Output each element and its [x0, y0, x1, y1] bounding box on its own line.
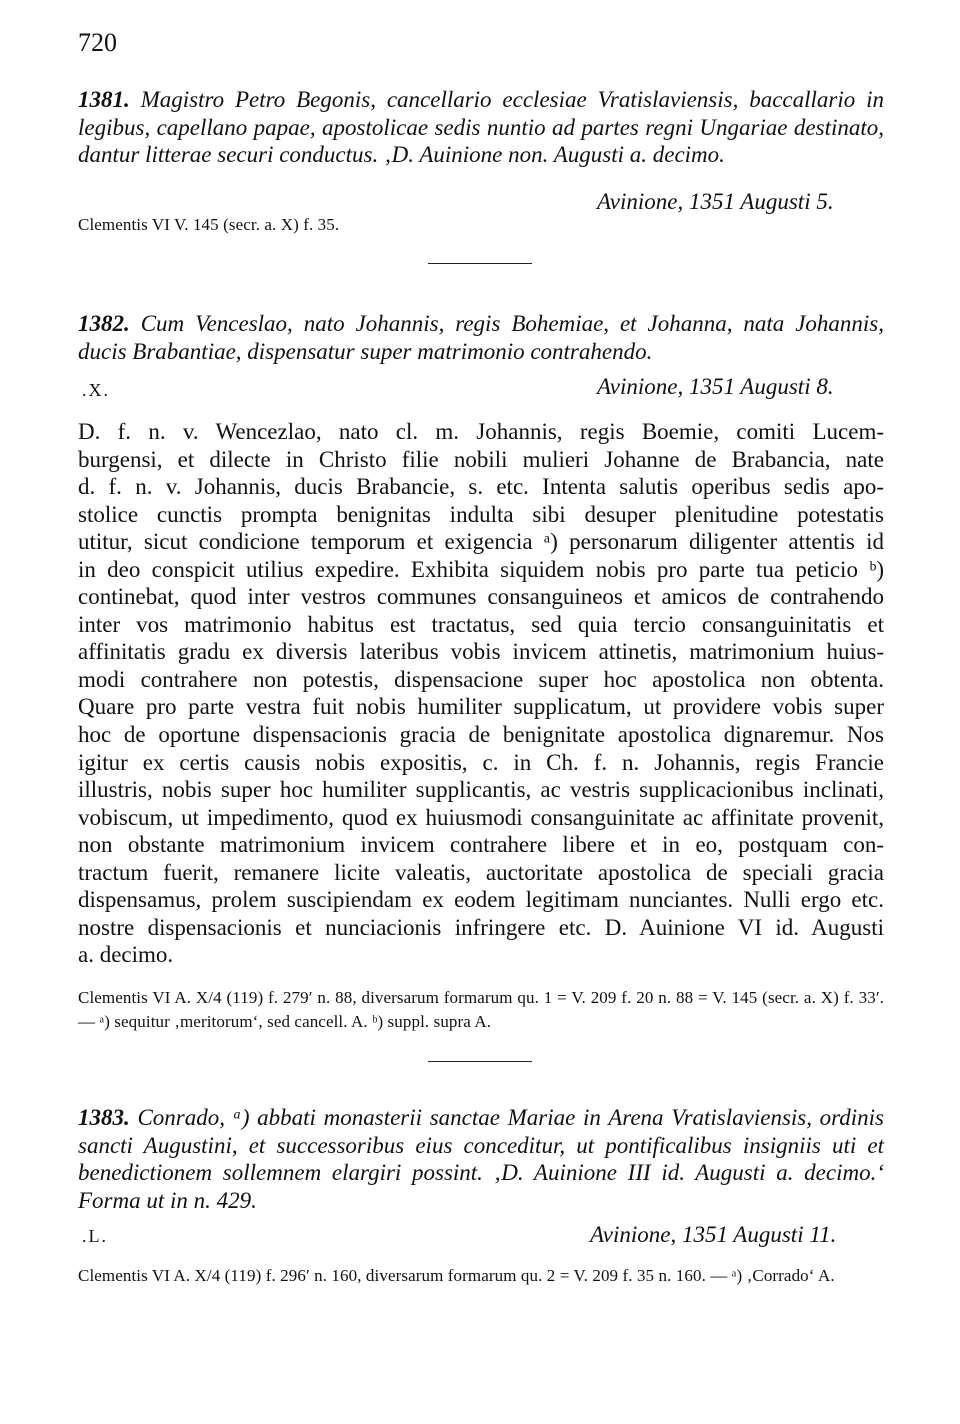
entry-1383-mark: .L. — [82, 1226, 108, 1246]
body-line: nostre dispensacionis et nunciacionis infringere etc. D. Auinione VI id. Augusti — [78, 914, 884, 940]
entry-number: 1381. — [78, 87, 130, 112]
entry-1382-source: Clementis VI A. X/4 (119) f. 279′ n. 88, diversarum formarum qu. 1 = V. 209 f. 20 n. 88 = V. 145 (secr. a. X) f. 33′. — ᵃ) sequitur ‚meritorum‘, sed cancell. A. ᵇ) suppl. supra A. — [78, 988, 884, 1031]
body-line: d. f. n. v. Johannis, ducis Brabancie, s. etc. Intenta salutis operibus sedis apo- — [78, 474, 884, 500]
body-line: continebat, quod inter vestros communes consanguineos et amicos de contrahendo — [78, 584, 884, 610]
entry-number: 1382. — [78, 311, 130, 336]
entry-1383-source: Clementis VI A. X/4 (119) f. 296′ n. 160, diversarum formarum qu. 2 = V. 209 f. 35 n. 160. — ᵃ) ‚Corrado‘ A. — [78, 1266, 835, 1285]
summary-text: Conrado, ᵃ) abbati monasterii sanctae Mariae in Arena Vratislaviensis, ordinis sancti Augustini, et successoribus eius conceditur, ut pontificalibus insigniis uti et benedictionem sollemnem elargiri possint. ‚D. Auinione III id. Augusti a. decimo.‘ Forma ut in n. 429. — [78, 1105, 885, 1213]
body-line: illustris, nobis super hoc humiliter supplicantis, ac vestris supplicacionibus inclinati, — [78, 777, 884, 803]
body-line: inter vos matrimonio habitus est tractatus, sed quia tercio consanguinitatis et — [78, 611, 884, 637]
entry-1381-source: Clementis VI V. 145 (secr. a. X) f. 35. — [78, 215, 340, 234]
entry-1382-summary — [78, 310, 884, 365]
body-line: modi contrahere non potestis, dispensacione super hoc apostolica non obtenta. — [78, 666, 884, 692]
body-line: tractum fuerit, remanere licite valeatis, auctoritate apostolica de speciali gracia — [78, 859, 884, 885]
body-line: dispensamus, prolem suscipiendam ex eodem legitimam nunciantes. Nulli ergo etc. — [78, 887, 884, 913]
body-line: vobiscum, ut impedimento, quod ex huiusmodi consanguinitate ac affinitate provenit, — [78, 804, 884, 830]
entry-1383-place-date: Avinione, 1351 Augusti 11. — [590, 1222, 837, 1247]
body-line: affinitatis gradu ex diversis lateribus vobis invicem attinetis, matrimonium huius- — [78, 639, 884, 665]
section-divider — [428, 263, 532, 264]
entry-1382-body — [78, 418, 884, 969]
summary-text: Cum Venceslao, nato Johannis, regis Bohemiae, et Johanna, nata Johannis, ducis Brabantiae, dispensatur super matrimonio contrahendo. — [78, 311, 885, 364]
entry-1382-mark: .X. — [82, 380, 110, 400]
entry-1383-summary — [78, 1104, 884, 1214]
body-line: a. decimo. — [78, 942, 174, 968]
body-line: hoc de oportune dispensacionis gracia de benignitate apostolica dignaremur. Nos — [78, 722, 884, 748]
section-divider — [428, 1061, 532, 1062]
body-line: igitur ex certis causis nobis expositis, c. in Ch. f. n. Johannis, regis Francie — [78, 749, 884, 775]
body-line: utitur, sicut condicione temporum et exigencia ᵃ) personarum diligenter attentis id — [78, 529, 884, 555]
body-line: Quare pro parte vestra fuit nobis humiliter supplicatum, ut providere vobis super — [78, 694, 884, 720]
body-line: non obstante matrimonium invicem contrahere libere et in eo, postquam con- — [78, 832, 884, 858]
entry-1381-summary — [78, 86, 884, 169]
body-line: D. f. n. v. Wencezlao, nato cl. m. Johannis, regis Boemie, comiti Lucem- — [78, 419, 884, 444]
summary-text: Magistro Petro Begonis, cancellario ecclesiae Vratislaviensis, baccallario in legibus, capellano papae, apostolicae sedis nuntio ad partes regni Ungariae destinato, dantur litterae securi conductus. ‚D. Auinione non. Augusti a. decimo. — [78, 87, 885, 167]
entry-1382-place-date: Avinione, 1351 Augusti 8. — [597, 374, 834, 399]
page-number: 720 — [78, 28, 117, 57]
body-line: burgensi, et dilecte in Christo filie nobili mulieri Johanne de Brabancia, nate — [78, 446, 884, 472]
body-line: in deo conspicit utilius expedire. Exhibita siquidem nobis pro parte tua peticio ᵇ) — [78, 556, 884, 582]
entry-number: 1383. — [78, 1105, 130, 1130]
entry-1381-place-date: Avinione, 1351 Augusti 5. — [597, 189, 834, 214]
body-line: stolice cunctis prompta benignitas indulta sibi desuper plenitudine potestatis — [78, 501, 884, 527]
